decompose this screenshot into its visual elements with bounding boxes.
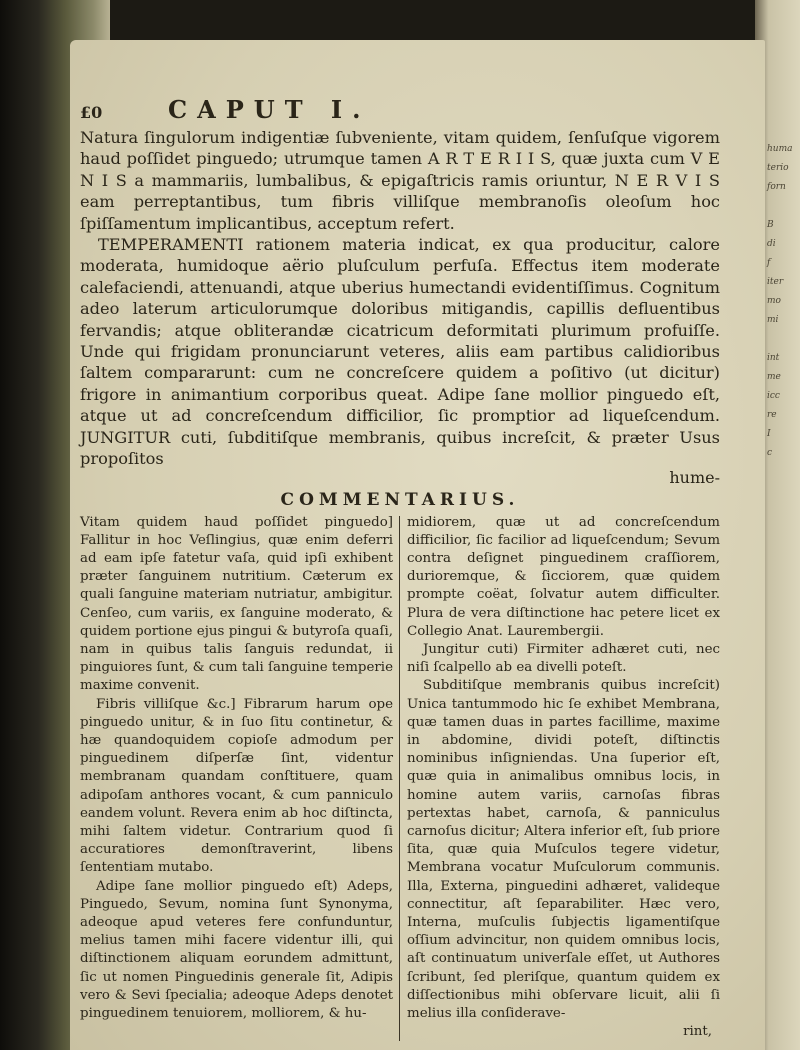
commentary-paragraph: Fibris villiſque &c.] Fibrarum harum ope pinguedo unitur, & in ſuo ſitu continetur, & hæ quandoquidem copioſe admodum per pinguedinem diſperſæ ſint, videntur membranam quandam conſtituere, quam adipoſam anthores vocant, & cum panniculo eandem volunt. Revera enim ab hoc diſtincta, mihi ſaltem videtur. Contrarium quod ſi accuratiores demonſtraverint, libens ſententiam mutabo.: [80, 696, 394, 876]
main-paragraph: TEMPERAMENTI rationem materia indicat, ex qua producitur, calore moderata, humidoque aërio pluſculum perfuſa. Effectus item moderate calefaciendi, attenuandi, atque uberius humectandi evidentiſſimus. Cognitum adeo laterum articulorumque doloribus mitigandis, capillis defluentibus fervandis; atque obliterandæ cicatricum deformitati plurimum profuiſſe. Unde qui frigidam pronunciarunt veteres, aliis eam partibus calidioribus ſaltem compararunt: cum ne concreſcere quidem a poſitivo (ut dicitur) frigore in animantium corporibus queat. Adipe ſane mollior pinguedo eſt, atque ut ad concreſcendum difficilior, ſic promptior ad liqueſcendum. JUNGITUR cuti, ſubditiſque membranis, quibus increſcit, & præter Usus propoſitos: [80, 235, 720, 469]
catchword-bottom: rint,: [683, 1024, 713, 1040]
page-number: £0: [80, 103, 103, 122]
commentary-paragraph: Adipe ſane mollior pinguedo eſt) Adeps, Pinguedo, Sevum, nomina ſunt Synonyma, adeoque apud veteres fere confunduntur, melius tamen mihi facere videntur illi, qui diſtinctionem aliquam eorundem admittunt, ſic ut nomen Pinguedinis generale ſit, Adipis vero & Sevi ſpecialia; adeoque Adeps denotet pinguedinem tenuiorem, molliorem, & hu-: [80, 878, 394, 1021]
catchword: hume-: [669, 467, 720, 487]
commentary-paragraph: midiorem, quæ ut ad concreſcendum difficilior, ſic facilior ad liqueſcendum; Sevum contra deſignet pinguedinem craſſiorem, durioremque, & ſicciorem, quæ quidem prompte coëat, ſolvatur autem difficulter. Plura de vera diſtinctione hac petere licet ex Collegio Anat. Laurembergii.: [407, 514, 721, 639]
commentary-paragraph: Subditiſque membranis quibus increſcit) Unica tantummodo hic ſe exhibet Membrana, quæ tamen duas in partes facillime, maxime in abdomine, dividi poteſt, diſtinctis nominibus inſigniendas. Una ſuperior eſt, quæ quia in animalibus omnibus locis, in homine autem variis, carnoſas fibras pertextas habet, carnoſa, & panniculus carnoſus dicitur; Altera inferior eſt, ſub priore ſita, quæ quia Muſculos tegere videtur, Membrana vocatur Muſculorum communis. Illa, Externa, pinguedini adhæret, valideque connectitur, aſt ſeparabiliter. Hæc vero, Interna, muſculis ſubjectis ligamentiſque oſſium advincitur, non quidem omnibus locis, aſt continuatum univerſale eſſet, ut Authores ſcribunt, ſed pleriſque, quantum quidem ex diſſectionibus mihi obſervare licuit, alii ſi melius illa conſiderave-: [407, 678, 721, 1021]
main-paragraph: Natura ſingulorum indigentiæ ſubveniente, vitam quidem, ſenſuſque vigorem haud poſſidet pinguedo; utrumque tamen A R T E R I I S, quæ juxta cum V E N I S a mammariis, lumbalibus, & epigaſtricis ramis oriuntur, N E R V I S eam perreptantibus, tum fibris villiſque membranoſis oleoſum hoc ſpiſſamentum implicantibus, acceptum refert.: [80, 128, 720, 233]
page-header: [80, 95, 720, 127]
right-column: [400, 514, 720, 1042]
section-heading: COMMENTARIUS.: [280, 489, 520, 510]
commentary-paragraph: Jungitur cuti) Firmiter adhæret cuti, nec niſi ſcalpello ab ea divelli poteſt.: [407, 641, 721, 676]
main-text: [80, 127, 720, 470]
page-content: [80, 95, 720, 1041]
adjacent-page-text: huma terio forn B di f iter mo mi int me icc re I c: [767, 144, 793, 458]
chapter-heading: CAPUT I.: [168, 95, 371, 124]
commentary-paragraph: Vitam quidem haud poſſidet pinguedo] Fallitur in hoc Veſlingius, quæ enim deferri ad eam ipſe fatetur vaſa, quid ipſi exhibent præter ſanguinem nutritium. Cæterum ex quali ſanguine materiam nutriatur, ambigitur. Cenſeo, cum variis, ex ſanguine moderato, & quidem portione ejus pingui & butyroſa quaſi, nam in quibus talis ſanguis redundat, ii pinguiores ſunt, & cum tali ſanguine temperie maxime convenit.: [80, 514, 394, 694]
left-column: [80, 514, 399, 1042]
commentary-columns: [80, 514, 720, 1042]
